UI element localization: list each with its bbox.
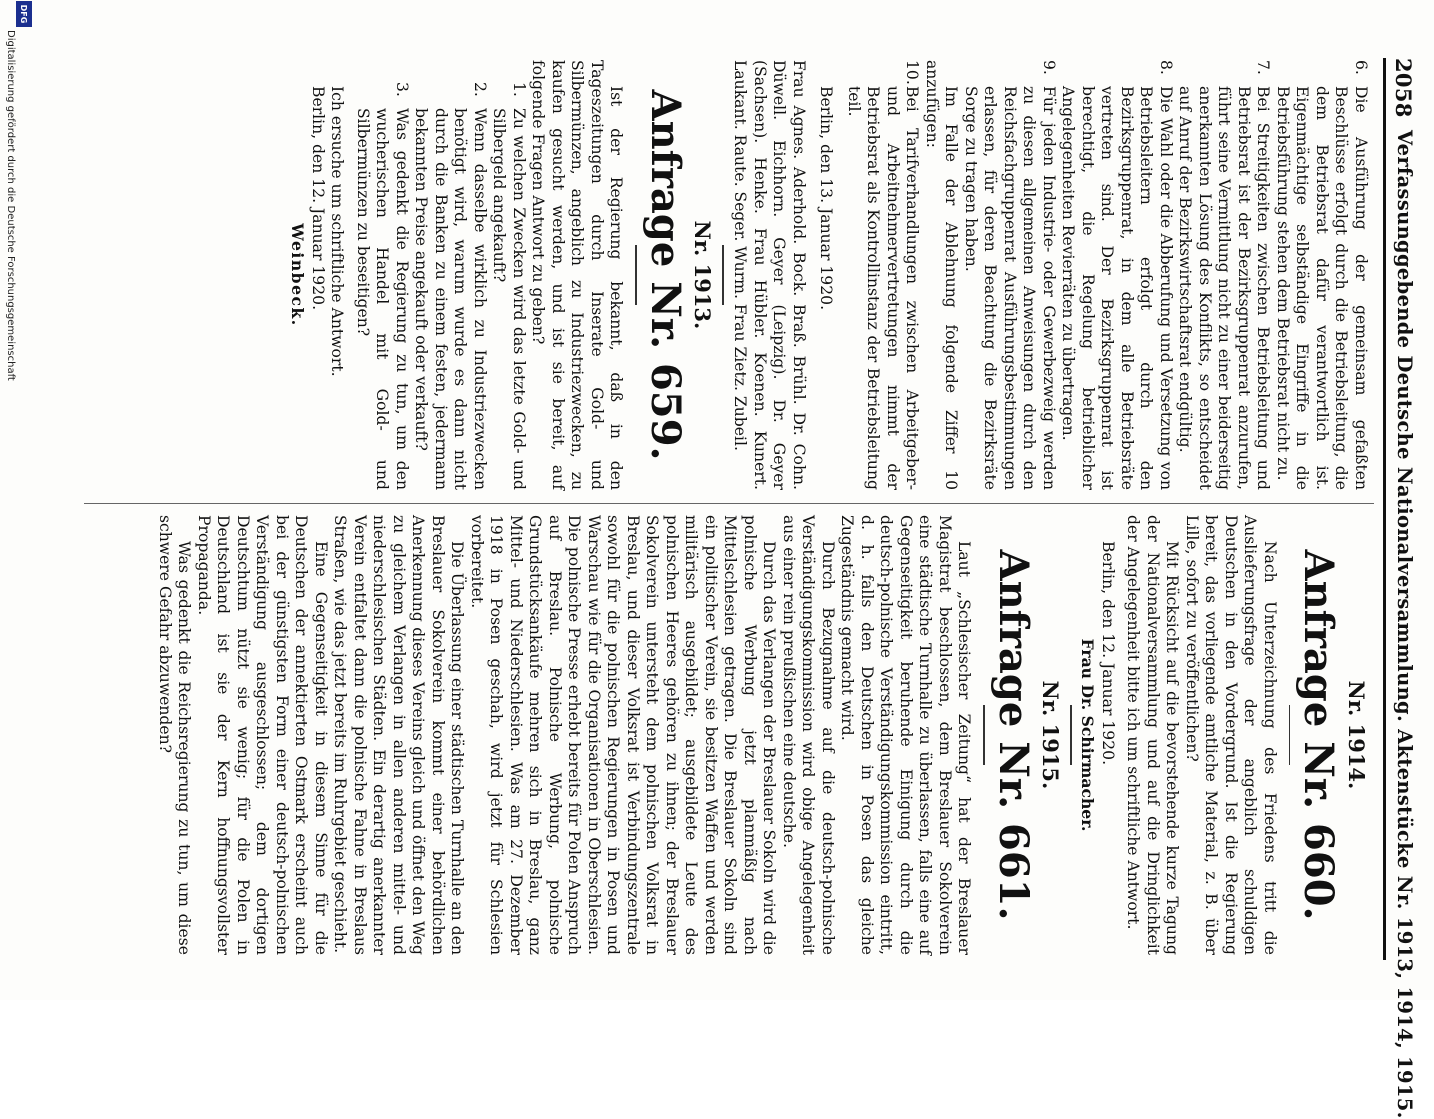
- separator-rule: [723, 245, 725, 305]
- paragraph: Nach Unterzeichnung des Friedens tritt die Auslieferungsfrage der angeblich schuldigen Deutschen in den Vordergrund. Ist die Regierung bereit, das vorliegende amtliche Material, z. B. über Lille, sofort zu veröffentlichen?: [1183, 515, 1279, 955]
- separator-rule: [1289, 705, 1291, 765]
- column-divider: [84, 503, 1374, 504]
- anfrage-title: Anfrage Nr. 660.: [1295, 549, 1343, 921]
- anfrage-intro: Ist der Regierung bekannt, daß in den Tageszeitungen durch Inserate Gold- und Silbermünzen, angeblich zu Industriezwecken, zu kaufen gesucht werden, und ist sie bereit, auf folgende Fragen Antwort zu geben?: [529, 60, 626, 490]
- signature: Frau Dr. Schirmacher.: [1078, 638, 1098, 832]
- signature: Weinbeck.: [288, 223, 308, 327]
- question-item: 2. Wenn dasselbe wirklich zu Industriezwecken benötigt wird, warum wurde es dann nicht durch die Banken zu einem festen, jedermann bekannten Preise angekauft oder verkauft?: [412, 82, 489, 490]
- paragraph: Laut „Schlesischer Zeitung“ hat der Breslauer Magistrat beschlossen, dem Breslauer Sokolverein eine städtische Turnhalle zu überlassen, falls eine auf Gegenseitigkeit beruhende Einigung durch die deutsch-polnische Verständigungskommission eintritt, d. h. falls den Deutschen in Posen das gleiche Zugeständnis gemacht wird.: [838, 515, 974, 955]
- paragraph: Die Überlassung einer städtischen Turnhalle an den Breslauer Sokolverein kommt einer behördlichen Anerkennung dieses Vereins gleich und öffnet den Weg zu gleichem Verlangen in allen anderen mittel- und niederschlesischen Städten. Ein derartig anerkannter Verein entfaltet dann die polnische Fahne in Breslaus Straßen, wie das jetzt bereits im Ruhrgebiet geschieht.: [331, 515, 467, 955]
- date-line: Berlin, den 12. Januar 1920.: [309, 86, 327, 311]
- question-item: 3. Was gedenkt die Regierung zu tun, um den wucherischen Handel mit Gold- und Silbermünzen zu beseitigen?: [354, 82, 411, 490]
- date-line: Berlin, den 12. Januar 1920.: [1099, 541, 1117, 766]
- separator-rule: [636, 245, 638, 305]
- list-item: 10. Bei Tarifverhandlungen zwischen Arbeitgeber- und Arbeitnehmervertretungen nimmt der Betriebsrat als Kontrollinstanz der Betriebsleitung teil.: [845, 60, 922, 490]
- separator-rule: [1071, 705, 1073, 765]
- left-column: [288, 60, 1370, 490]
- right-column: [155, 515, 1371, 955]
- ablehnung-note: Im Falle der Ablehnung folgende Ziffer 10 anzufügen:: [923, 60, 961, 490]
- paragraph: Mit Rücksicht auf die bevorstehende kurze Tagung der Nationalversammlung und auf die Dringlichkeit der Angelegenheit bitte ich um schriftliche Antwort.: [1124, 515, 1182, 955]
- question-item: 1. Zu welchen Zwecken wird das letzte Gold- und Silbergeld angekauft?: [490, 82, 528, 490]
- list-item: 6. Die Ausführung der gemeinsam gefaßten Beschlüsse erfolgt durch die Betriebsleitung, die dem Betriebsrat dafür verantwortlich ist. Eigenmächtige selbständige Eingriffe in die Betriebsführung stehen dem Betriebsrat nicht zu.: [1274, 60, 1370, 490]
- page-header-title: Verfassunggebende Deutsche Nationalversammlung. Aktenstücke Nr. 1913, 1914, 1915.: [1393, 130, 1416, 1119]
- funding-note: Digitalisierung gefördert durch die Deutsche Forschungsgemeinschaft: [5, 30, 16, 381]
- list-item: 7. Bei Streitigkeiten zwischen Betriebsleitung und Betriebsrat ist der Bezirksgruppenrat anzurufen, führt seine Vermittlung nicht zu einer beiderseitig anerkannten Lösung des Konflikts, so entscheidet auf Anruf der Bezirkswirtschaftsrat endgültig.: [1176, 60, 1273, 490]
- header-rule: [1383, 58, 1386, 960]
- anfrage-title: Anfrage Nr. 661.: [990, 549, 1037, 921]
- separator-rule: [984, 705, 986, 765]
- signers-list: Frau Agnes. Aderhold. Bock. Braß. Brühl. Dr. Cohn. Düwell. Eichhorn. Geyer (Leipzig). Dr. Geyer (Sachsen). Henke. Frau Hübler. Koenen. Kunert. Laukant. Raute. Seger. Wurm. Frau Zietz. Zubeil.: [731, 60, 808, 490]
- list-item: 9. Für jeden Industrie- oder Gewerbezweig werden zu diesen allgemeinen Anweisungen durch den Reichsfachgruppenrat Ausführungsbestimmungen erlassen, für deren Beachtung die Bezirksräte Sorge zu tragen haben.: [962, 60, 1058, 490]
- date-line: Berlin, den 13. Januar 1920.: [817, 86, 836, 311]
- paragraph: Durch Bezugnahme auf die deutsch-polnische Verständigungskommission wird obige Angelegenheit aus einer rein preußischen eine deutsche.: [780, 515, 837, 955]
- paragraph: Eine Gegenseitigkeit in diesem Sinne für die Deutschen der annektierten Ostmark erscheint auch bei der günstigsten Form einer deutsch-polnischen Verständigung ausgeschlossen; dem dortigen Deutschtum nützt sie wenig; für die Polen in Deutschland ist sie der Kern hoffnungsvollster Propaganda.: [195, 515, 330, 955]
- list-item: 8. Die Wahl oder die Abberufung und Versetzung von Betriebsleitern erfolgt durch den Bezirksgruppenrat, in dem alle Betriebsräte vertreten sind. Der Bezirksgruppenrat ist berechtigt, die Regelung betrieblicher Angelegenheiten Revierräten zu übertragen.: [1059, 60, 1175, 490]
- page-number: 2058: [1391, 58, 1416, 118]
- paragraph: Durch das Verlangen der Breslauer Sokoln wird die polnische Werbung jetzt planmäßig nach Mittelschlesien getragen. Die Breslauer Sokoln sind ein politischer Verein, sie besitzen Waffen und werden militärisch ausgebildet; ausgebildete Leute des polnischen Heeres gehören zu ihnen; der Breslauer Sokolverein untersteht dem polnischen Volksrat in Breslau, und dieser Volksrat ist Verbindungszentrale sowohl für die polnischen Regierungen in Posen und Warschau wie für die Organisationen in Oberschlesien. Die polnische Presse erhebt bereits für Polen Anspruch auf Breslau. Polnische Werbung, polnische Grundstücksankäufe mehren sich in Breslau, ganz Mittel- und Niederschlesien. Was am 27. Dezember 1918 in Posen geschah, wird jetzt für Schlesien vorbereitet.: [468, 515, 779, 955]
- closing-line: Ich ersuche um schriftliche Antwort.: [328, 86, 347, 377]
- aktenstueck-number: Nr. 1914.: [1344, 680, 1369, 790]
- aktenstueck-number: Nr. 1915.: [1038, 680, 1064, 790]
- dfg-logo: DFG: [16, 1, 32, 27]
- anfrage-title: Anfrage Nr. 659.: [642, 89, 689, 461]
- final-question: Was gedenkt die Reichsregierung zu tun, um diese schwere Gefahr abzuwenden?: [156, 515, 194, 955]
- aktenstueck-number: Nr. 1913.: [690, 220, 716, 330]
